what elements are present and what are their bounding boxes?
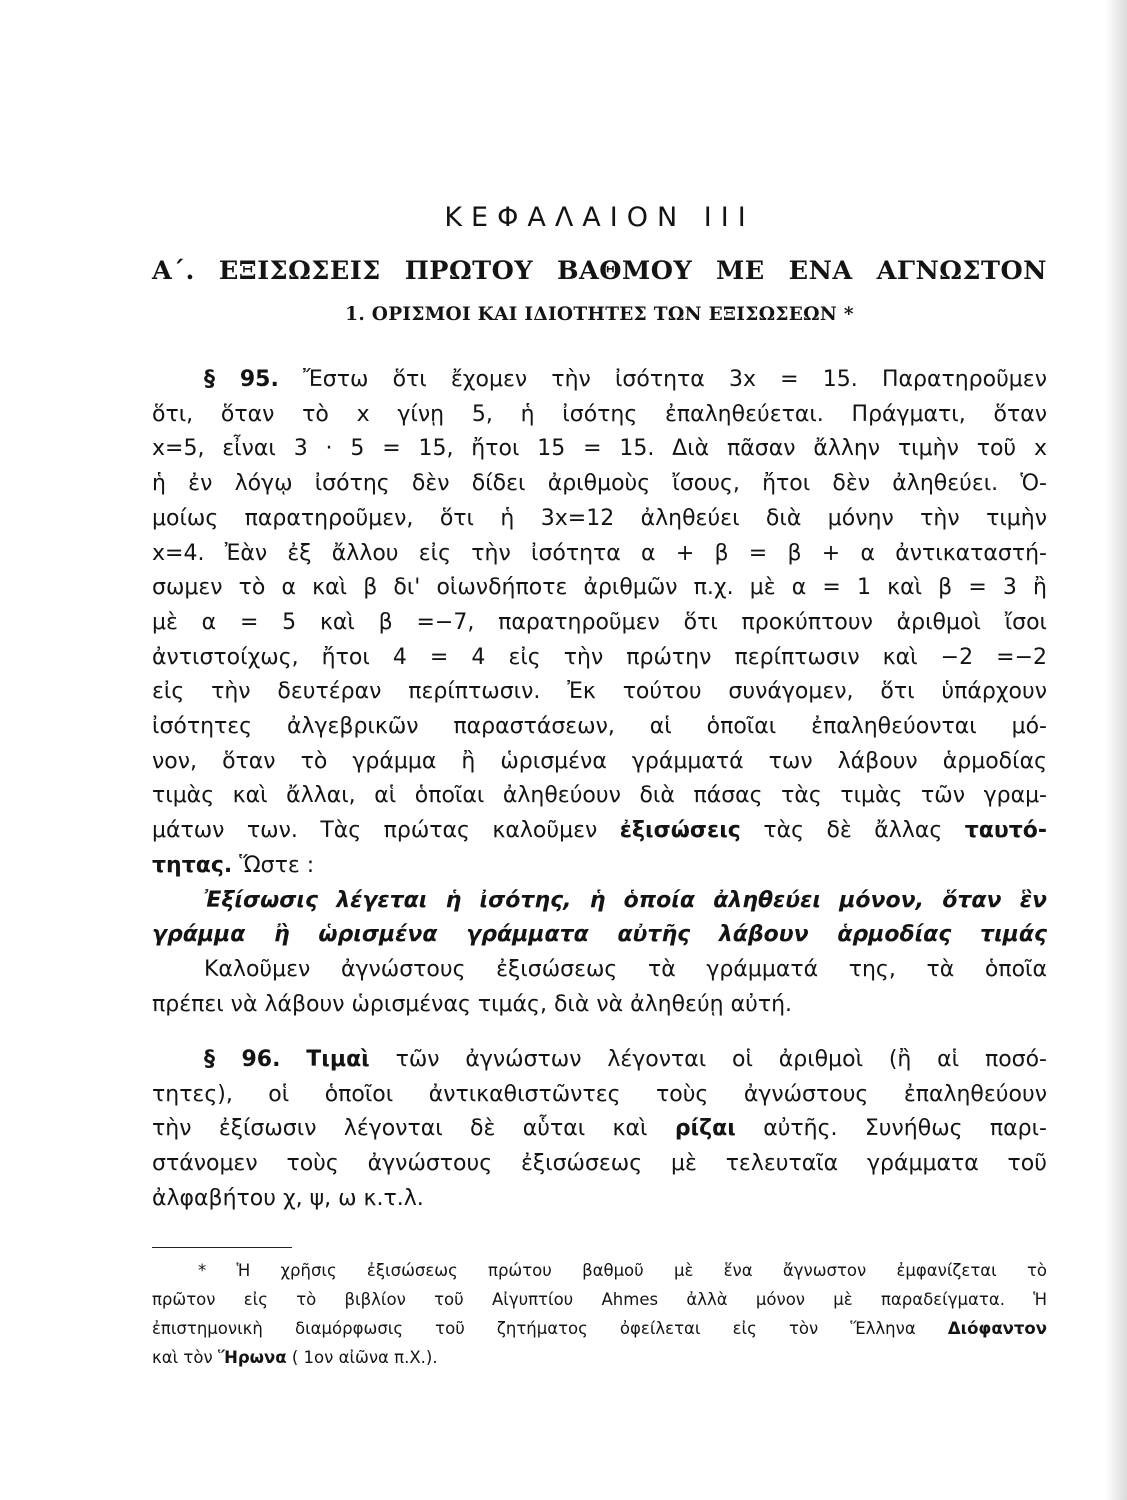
p95-line-4: ἡ ἐν λόγῳ ἰσότης δὲν δίδει ἀριθμοὺς ἴσους, ἤτοι δὲν ἀληθεύει. Ὁ- <box>152 471 1047 497</box>
p96-line-1 <box>152 1043 1047 1078</box>
definition-line-1: Ἐξίσωσις λέγεται ἡ ἰσότης, ἡ ὁποία ἀληθεύει μόνον, ὅταν ἓν <box>204 887 1047 913</box>
unknowns-line-1: Καλοῦμεν ἀγνώστους ἐξισώσεως τὰ γράμματά της, τὰ ὁποῖα <box>204 956 1047 982</box>
section-number-96: § 96. <box>204 1047 281 1072</box>
name-heron: Ἥρωνα <box>217 1348 287 1367</box>
term-roots: ρίζαι <box>674 1116 736 1142</box>
p96-line-5: ἀλφαβήτου χ, ψ, ω κ.τ.λ. <box>152 1185 424 1211</box>
footnote-line-4 <box>152 1343 1047 1372</box>
footnote-line-3 <box>152 1314 1047 1343</box>
term-identities-2: τητας. <box>152 852 233 878</box>
page-edge-shadow <box>1105 0 1127 1500</box>
p95-line-1 <box>152 363 1047 398</box>
p95-line-2: ὅτι, ὅταν τὸ x γίνῃ 5, ἡ ἰσότης ἐπαληθεύεται. Πράγματι, ὅταν <box>152 401 1047 427</box>
p96-line-1-rest: τῶν ἀγνώστων λέγονται οἱ ἀριθμοὶ (ἢ αἱ ποσό- <box>395 1047 1047 1072</box>
footnote-line-1: * Ἡ χρῆσις ἐξισώσεως πρώτου βαθμοῦ μὲ ἕνα ἄγνωστον ἐμφανίζεται τὸ <box>198 1261 1047 1280</box>
term-equations: ἐξισώσεις <box>619 818 741 844</box>
p96-line-3-a: τὴν ἐξίσωσιν λέγονται δὲ αὗται καὶ <box>152 1116 648 1142</box>
p95-line-8: μὲ α = 5 καὶ β =−7, παρατηροῦμεν ὅτι προκύπτουν ἀριθμοὶ ἴσοι <box>152 609 1047 635</box>
subsection-heading: 1. ΟΡΙΣΜΟΙ ΚΑΙ ΙΔΙΟΤΗΤΕΣ ΤΩΝ ΕΞΙΣΩΣΕΩΝ * <box>345 304 854 325</box>
footnote-line-3-a: ἐπιστημονικὴ διαμόρφωσις τοῦ ζητήματος ὀφείλεται εἰς τὸν Ἕλληνα <box>152 1319 916 1338</box>
footnote-line-2: πρῶτον εἰς τὸ βιβλίον τοῦ Αἰγυπτίου Ahmes ἀλλὰ μόνον μὲ παραδείγματα. Ἡ <box>152 1290 1047 1309</box>
term-values: Τιμαὶ <box>306 1047 370 1072</box>
unknowns-line-2: πρέπει νὰ λάβουν ὡρισμένας τιμάς, διὰ νὰ ἀληθεύῃ αὐτή. <box>152 991 793 1017</box>
p95-line-3: x=5, εἶναι 3 · 5 = 15, ἤτοι 15 = 15. Διὰ πᾶσαν ἄλλην τιμὴν τοῦ x <box>152 436 1047 462</box>
section-number-95: § 95. <box>204 367 279 392</box>
definition-line-2: γράμμα ἢ ὡρισμένα γράμματα αὐτῆς λάβουν ἁρμοδίας τιμάς <box>152 922 1047 948</box>
footnote-line-4-a: καὶ τὸν <box>152 1348 213 1367</box>
p95-line-14 <box>152 814 1047 849</box>
p95-line-14-a: μάτων των. Τὰς πρώτας καλοῦμεν <box>152 818 598 844</box>
p96-line-2: τητες), οἱ ὁποῖοι ἀντικαθιστῶντες τοὺς ἀγνώστους ἐπαληθεύουν <box>152 1081 1047 1107</box>
paragraph-96 <box>152 1043 1047 1217</box>
book-page <box>152 0 1047 1500</box>
p95-line-6: x=4. Ἐὰν ἐξ ἄλλου εἰς τὴν ἰσότητα α + β = β + α ἀντικαταστή- <box>152 540 1047 566</box>
p95-line-13: τιμὰς καὶ ἄλλαι, αἱ ὁποῖαι ἀληθεύουν διὰ πάσας τὰς τιμὰς τῶν γραμ- <box>152 783 1047 809</box>
p95-line-9: ἀντιστοίχως, ἤτοι 4 = 4 εἰς τὴν πρώτην περίπτωσιν καὶ −2 =−2 <box>152 644 1047 670</box>
paragraph-95 <box>152 363 1047 1022</box>
p95-line-14-b: τὰς δὲ ἄλλας <box>763 818 943 844</box>
chapter-title: ΚΕΦΑΛΑΙΟΝ ΙΙΙ <box>444 202 755 233</box>
footnote-line-4-b: ( 1ον αἰῶνα π.Χ.). <box>291 1348 438 1367</box>
p96-line-3 <box>152 1112 1047 1147</box>
p95-line-7: σωμεν τὸ α καὶ β δι' οἱωνδήποτε ἀριθμῶν π.χ. μὲ α = 1 καὶ β = 3 ἢ <box>152 575 1047 601</box>
p95-line-12: νον, ὅταν τὸ γράμμα ἢ ὡρισμένα γράμματά των λάβουν ἁρμοδίας <box>152 748 1047 774</box>
footnote-divider <box>152 1247 292 1248</box>
p95-line-5: μοίως παρατηροῦμεν, ὅτι ἡ 3x=12 ἀληθεύει διὰ μόνην τὴν τιμὴν <box>152 505 1047 531</box>
term-identities-1: ταυτό- <box>964 818 1048 844</box>
p95-line-11: ἰσότητες ἀλγεβρικῶν παραστάσεων, αἱ ὁποῖαι ἐπαληθεύονται μό- <box>152 714 1047 740</box>
p95-line-10: εἰς τὴν δευτέραν περίπτωσιν. Ἐκ τούτου συνάγομεν, ὅτι ὑπάρχουν <box>152 679 1047 705</box>
p96-line-3-b: αὐτῆς. Συνήθως παρι- <box>763 1116 1047 1142</box>
p95-line-1-text: Ἔστω ὅτι ἔχομεν τὴν ἰσότητα 3x = 15. Παρατηροῦμεν <box>303 367 1047 392</box>
name-diophantus: Διόφαντον <box>947 1319 1047 1338</box>
p95-line-15 <box>152 849 1047 884</box>
section-heading: Α΄. ΕΞΙΣΩΣΕΙΣ ΠΡΩΤΟΥ ΒΑΘΜΟΥ ΜΕ ΕΝΑ ΑΓΝΩΣΤΟΝ <box>152 256 1047 286</box>
p95-line-15-rest: Ὥστε : <box>232 852 315 878</box>
footnote <box>152 1256 1047 1372</box>
p96-line-4: στάνομεν τοὺς ἀγνώστους ἐξισώσεως μὲ τελευταῖα γράμματα τοῦ <box>152 1151 1047 1177</box>
